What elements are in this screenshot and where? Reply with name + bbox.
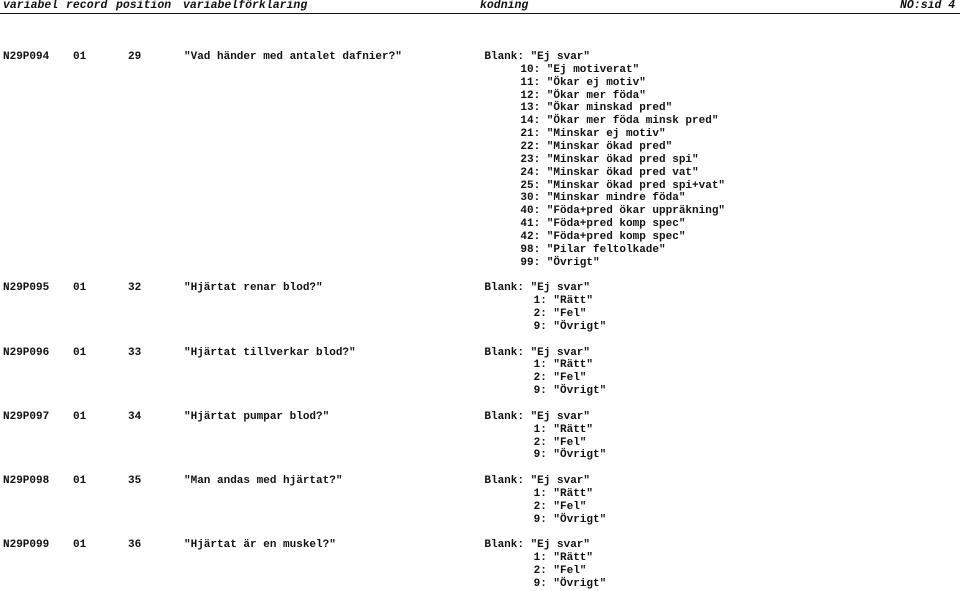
record-variable: N29P098 [3,475,50,488]
record-number: 01 [73,539,87,552]
header-variabel: variabel [3,0,59,12]
code-value: 23: "Minskar ökad pred spi" [520,153,699,166]
code-value: 98: "Pilar feltolkade" [520,243,666,256]
code-value: 12: "Ökar mer föda" [520,89,646,102]
code-blank: Blank: "Ej svar" [484,475,590,488]
record-label: "Hjärtat pumpar blod?" [184,410,330,423]
page-id: NO:sid 4 [900,0,956,12]
code-value: 40: "Föda+pred ökar uppräkning" [520,205,726,218]
code-value: 99: "Övrigt" [520,256,600,269]
code-value: 9: "Övrigt" [533,577,607,590]
record-label: "Hjärtat är en muskel?" [184,539,336,552]
record-position: 33 [128,346,142,359]
record-number: 01 [73,346,87,359]
code-blank: Blank: "Ej svar" [484,539,590,552]
record-label: "Hjärtat tillverkar blod?" [184,346,356,359]
code-value: 2: "Fel" [533,308,587,320]
record-number: 01 [73,475,87,488]
code-value: 2: "Fel" [533,500,587,513]
record-number: 01 [73,51,87,63]
code-value: 1: "Rätt" [533,487,594,500]
record-position: 32 [128,282,142,295]
record-position: 34 [128,410,142,423]
code-value: 41: "Föda+pred komp spec" [520,218,686,231]
header-record: record [66,0,108,12]
code-blank: Blank: "Ej svar" [484,346,590,359]
code-value: 9: "Övrigt" [533,449,607,462]
code-value: 2: "Fel" [533,436,587,449]
code-value: 24: "Minskar ökad pred vat" [520,166,699,179]
record-number: 01 [73,282,87,295]
record-variable: N29P099 [3,539,50,552]
record-variable: N29P096 [3,346,50,359]
code-value: 13: "Ökar minskad pred" [520,102,673,115]
code-value: 11: "Ökar ej motiv" [520,76,646,89]
record-variable: N29P094 [3,51,50,63]
code-value: 9: "Övrigt" [533,320,607,333]
record-label: "Vad händer med antalet dafnier?" [184,51,402,63]
code-value: 21: "Minskar ej motiv" [520,128,666,141]
code-value: 9: "Övrigt" [533,385,607,398]
code-blank: Blank: "Ej svar" [484,51,590,63]
code-blank: Blank: "Ej svar" [484,410,590,423]
header-kodning: kodning [480,0,529,12]
code-value: 22: "Minskar ökad pred" [520,140,673,153]
code-value: 42: "Föda+pred komp spec" [520,230,686,243]
record-position: 35 [128,475,142,488]
code-value: 10: "Ej motiverat" [520,63,640,76]
record-variable: N29P097 [3,410,50,423]
code-value: 1: "Rätt" [533,552,594,565]
code-value: 9: "Övrigt" [533,513,607,526]
record-label: "Man andas med hjärtat?" [184,475,343,488]
record-label: "Hjärtat renar blod?" [184,282,323,295]
code-value: 1: "Rätt" [533,359,594,372]
code-value: 14: "Ökar mer föda minsk pred" [520,115,719,128]
code-value: 25: "Minskar ökad pred spi+vat" [520,179,726,192]
code-value: 1: "Rätt" [533,295,594,308]
code-value: 2: "Fel" [533,565,587,577]
record-number: 01 [73,410,87,423]
record-variable: N29P095 [3,282,50,295]
code-value: 30: "Minskar mindre föda" [520,192,686,205]
code-value: 2: "Fel" [533,372,587,385]
record-position: 36 [128,539,142,552]
record-position: 29 [128,51,142,63]
header-position: position [116,0,172,12]
code-blank: Blank: "Ej svar" [484,282,590,295]
code-value: 1: "Rätt" [533,423,594,436]
header-variabelforklaring: variabelförklaring [183,0,308,12]
